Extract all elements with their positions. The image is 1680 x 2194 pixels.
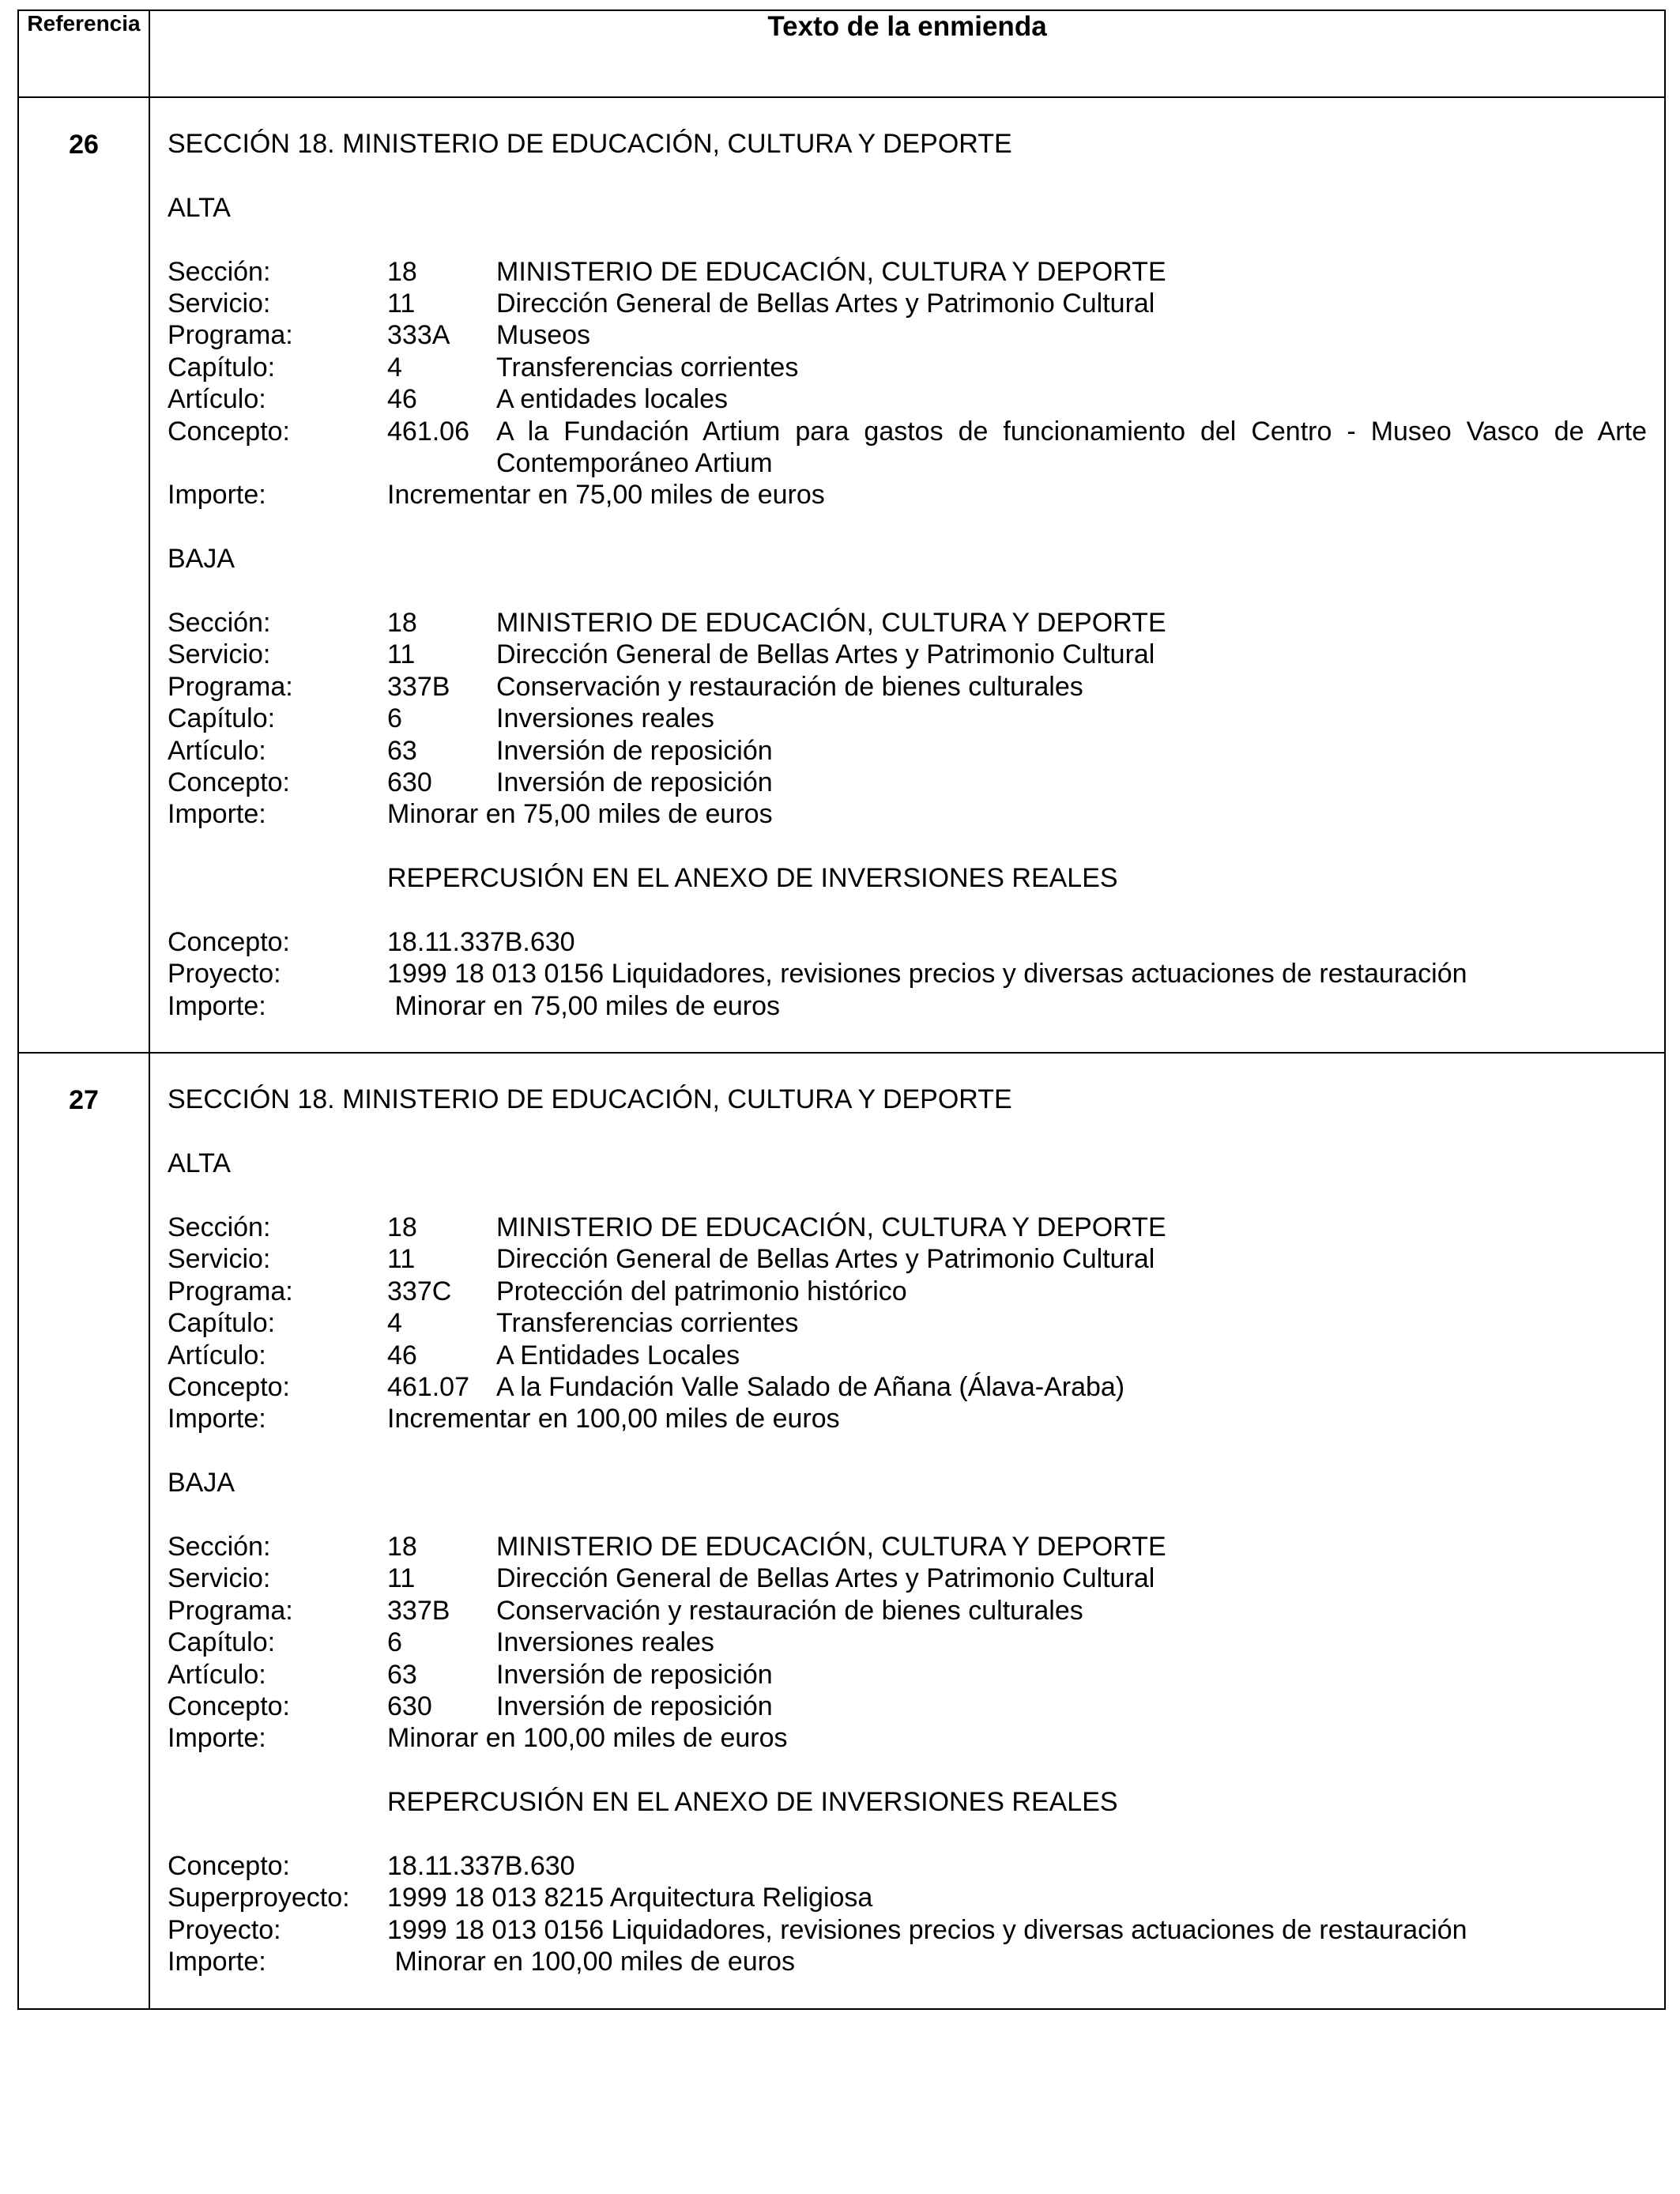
repercusion-key: Superproyecto: bbox=[168, 1883, 350, 1913]
spacer bbox=[168, 895, 1647, 926]
field-key: Concepto: bbox=[168, 416, 290, 447]
spacer bbox=[168, 575, 1647, 607]
baja-field-row bbox=[168, 1595, 1647, 1627]
spacer bbox=[168, 1179, 1647, 1211]
field-description: Dirección General de Bellas Artes y Patrimonio Cultural bbox=[496, 288, 1155, 319]
repercusion-row bbox=[168, 1882, 1647, 1913]
baja-field-row bbox=[168, 1627, 1647, 1658]
amendments-table bbox=[17, 9, 1666, 2010]
field-key: Sección: bbox=[168, 1212, 271, 1242]
field-key: Concepto: bbox=[168, 767, 290, 798]
text-cell bbox=[149, 97, 1665, 1053]
field-description: Transferencias corrientes bbox=[496, 1308, 799, 1339]
field-code: 11 bbox=[387, 1563, 416, 1594]
field-code: 63 bbox=[387, 735, 417, 766]
repercusion-key: Importe: bbox=[168, 1947, 266, 1977]
field-key: Capítulo: bbox=[168, 703, 276, 734]
field-code: 18 bbox=[387, 1531, 417, 1562]
alta-field-row bbox=[168, 1307, 1647, 1339]
importe-key: Importe: bbox=[168, 1723, 266, 1754]
alta-importe-row bbox=[168, 479, 1647, 511]
field-description: Dirección General de Bellas Artes y Patrimonio Cultural bbox=[496, 1563, 1155, 1594]
field-description: MINISTERIO DE EDUCACIÓN, CULTURA Y DEPORTE bbox=[496, 256, 1166, 287]
field-description: A Entidades Locales bbox=[496, 1340, 740, 1370]
repercusion-value: 1999 18 013 8215 Arquitectura Religiosa bbox=[387, 1883, 873, 1913]
amendment-text bbox=[168, 1084, 1647, 1977]
field-key: Capítulo: bbox=[168, 1627, 276, 1658]
field-key: Artículo: bbox=[168, 384, 266, 415]
field-description: MINISTERIO DE EDUCACIÓN, CULTURA Y DEPORTE bbox=[496, 1212, 1166, 1242]
field-code: 337B bbox=[387, 671, 450, 702]
field-description: Inversiones reales bbox=[496, 703, 714, 734]
field-key: Concepto: bbox=[168, 1691, 290, 1721]
field-code: 46 bbox=[387, 384, 417, 415]
field-description: Transferencias corrientes bbox=[496, 352, 799, 383]
field-key: Sección: bbox=[168, 1531, 271, 1562]
field-key: Servicio: bbox=[168, 288, 271, 319]
alta-field-row bbox=[168, 1340, 1647, 1371]
repercusion-key: Importe: bbox=[168, 990, 266, 1021]
field-description: Protección del patrimonio histórico bbox=[496, 1276, 907, 1306]
field-description: Museos bbox=[496, 320, 591, 351]
amendment-text bbox=[168, 128, 1647, 1022]
baja-field-row bbox=[168, 1691, 1647, 1722]
field-key: Artículo: bbox=[168, 735, 266, 766]
field-description: Dirección General de Bellas Artes y Patrimonio Cultural bbox=[496, 1244, 1155, 1275]
field-code: 4 bbox=[387, 352, 402, 383]
alta-label: ALTA bbox=[168, 192, 231, 223]
alta-field-row bbox=[168, 416, 1647, 480]
field-code: 461.07 bbox=[387, 1371, 469, 1402]
repercusion-row bbox=[168, 1946, 1647, 1977]
field-key: Capítulo: bbox=[168, 352, 276, 383]
spacer bbox=[168, 831, 1647, 862]
baja-field-row bbox=[168, 671, 1647, 703]
field-code: 4 bbox=[387, 1308, 402, 1339]
baja-label: BAJA bbox=[168, 544, 235, 575]
repercusion-row bbox=[168, 1850, 1647, 1882]
field-code: 18 bbox=[387, 1212, 417, 1242]
repercusion-row bbox=[168, 958, 1647, 990]
field-description: MINISTERIO DE EDUCACIÓN, CULTURA Y DEPORTE bbox=[496, 608, 1166, 639]
field-key: Sección: bbox=[168, 256, 271, 287]
importe-key: Importe: bbox=[168, 1404, 266, 1434]
baja-field-row bbox=[168, 703, 1647, 734]
section-title: SECCIÓN 18. MINISTERIO DE EDUCACIÓN, CULTURA Y DEPORTE bbox=[168, 129, 1012, 159]
importe-key: Importe: bbox=[168, 480, 266, 511]
field-code: 11 bbox=[387, 639, 416, 670]
baja-importe-row bbox=[168, 798, 1647, 830]
field-key: Servicio: bbox=[168, 1244, 271, 1275]
alta-field-row bbox=[168, 319, 1647, 351]
repercusion-row bbox=[168, 926, 1647, 958]
field-key: Concepto: bbox=[168, 1371, 290, 1402]
field-code: 337B bbox=[387, 1595, 450, 1626]
text-cell bbox=[149, 1053, 1665, 2008]
importe-key: Importe: bbox=[168, 799, 266, 830]
repercusion-key: Concepto: bbox=[168, 1850, 290, 1881]
repercusion-heading: REPERCUSIÓN EN EL ANEXO DE INVERSIONES REALES bbox=[387, 863, 1118, 894]
alta-importe-row bbox=[168, 1403, 1647, 1434]
table-header-row bbox=[18, 10, 1665, 97]
field-code: 461.06 bbox=[387, 416, 469, 447]
field-description: Inversión de reposición bbox=[496, 1691, 773, 1721]
baja-field-row bbox=[168, 735, 1647, 767]
spacer bbox=[168, 1755, 1647, 1786]
field-code: 63 bbox=[387, 1659, 417, 1690]
field-key: Artículo: bbox=[168, 1340, 266, 1370]
reference-cell bbox=[18, 97, 149, 1053]
field-key: Capítulo: bbox=[168, 1308, 276, 1339]
alta-field-row bbox=[168, 288, 1647, 319]
repercusion-row bbox=[168, 1914, 1647, 1946]
importe-value: Minorar en 75,00 miles de euros bbox=[387, 799, 773, 830]
field-description: Inversión de reposición bbox=[496, 767, 773, 798]
baja-importe-row bbox=[168, 1722, 1647, 1754]
alta-field-row bbox=[168, 256, 1647, 288]
baja-field-row bbox=[168, 1659, 1647, 1691]
field-key: Sección: bbox=[168, 608, 271, 639]
field-code: 630 bbox=[387, 767, 432, 798]
reference-number: 27 bbox=[69, 1085, 99, 1116]
field-code: 333A bbox=[387, 320, 450, 351]
baja-field-row bbox=[168, 607, 1647, 639]
repercusion-value: Minorar en 100,00 miles de euros bbox=[387, 1947, 795, 1977]
importe-value: Minorar en 100,00 miles de euros bbox=[387, 1723, 788, 1754]
baja-field-row bbox=[168, 1531, 1647, 1563]
column-header-referencia: Referencia bbox=[18, 10, 149, 97]
field-description: Inversiones reales bbox=[496, 1627, 714, 1658]
reference-cell bbox=[18, 1053, 149, 2008]
field-key: Artículo: bbox=[168, 1659, 266, 1690]
field-code: 6 bbox=[387, 1627, 402, 1658]
alta-field-row bbox=[168, 1371, 1647, 1403]
repercusion-key: Proyecto: bbox=[168, 959, 281, 990]
repercusion-value: 1999 18 013 0156 Liquidadores, revisiones precios y diversas actuaciones de restauración bbox=[387, 959, 1467, 990]
field-description: Conservación y restauración de bienes culturales bbox=[496, 671, 1083, 702]
alta-field-row bbox=[168, 383, 1647, 415]
importe-value: Incrementar en 75,00 miles de euros bbox=[387, 480, 825, 511]
field-code: 18 bbox=[387, 608, 417, 639]
spacer bbox=[168, 1819, 1647, 1850]
alta-field-row bbox=[168, 1243, 1647, 1275]
amendment-body bbox=[150, 98, 1664, 1052]
section-title: SECCIÓN 18. MINISTERIO DE EDUCACIÓN, CULTURA Y DEPORTE bbox=[168, 1084, 1012, 1115]
alta-field-row bbox=[168, 352, 1647, 383]
field-key: Servicio: bbox=[168, 639, 271, 670]
field-key: Programa: bbox=[168, 320, 293, 351]
field-description: MINISTERIO DE EDUCACIÓN, CULTURA Y DEPORTE bbox=[496, 1531, 1166, 1562]
column-header-texto: Texto de la enmienda bbox=[149, 10, 1665, 97]
baja-label: BAJA bbox=[168, 1468, 235, 1498]
field-key: Programa: bbox=[168, 671, 293, 702]
field-code: 6 bbox=[387, 703, 402, 734]
field-description: Conservación y restauración de bienes culturales bbox=[496, 1595, 1083, 1626]
field-description: Inversión de reposición bbox=[496, 1659, 773, 1690]
spacer bbox=[168, 1116, 1647, 1148]
spacer bbox=[168, 1499, 1647, 1531]
spacer bbox=[168, 1435, 1647, 1467]
amendment-row bbox=[18, 1053, 1665, 2008]
repercusion-value: Minorar en 75,00 miles de euros bbox=[387, 990, 781, 1021]
importe-value: Incrementar en 100,00 miles de euros bbox=[387, 1404, 840, 1434]
field-code: 630 bbox=[387, 1691, 432, 1721]
spacer bbox=[168, 160, 1647, 191]
repercusion-value: 18.11.337B.630 bbox=[387, 927, 575, 958]
repercusion-key: Proyecto: bbox=[168, 1914, 281, 1945]
field-description: Dirección General de Bellas Artes y Patrimonio Cultural bbox=[496, 639, 1155, 670]
alta-field-row bbox=[168, 1212, 1647, 1243]
field-code: 18 bbox=[387, 256, 417, 287]
field-description: A la Fundación Artium para gastos de funcionamiento del Centro - Museo Vasco de Arte Contemporáneo Artium bbox=[496, 416, 1647, 479]
repercusion-value: 18.11.337B.630 bbox=[387, 1850, 575, 1881]
baja-field-row bbox=[168, 1563, 1647, 1594]
amendment-body bbox=[150, 1054, 1664, 2007]
field-key: Servicio: bbox=[168, 1563, 271, 1594]
repercusion-key: Concepto: bbox=[168, 927, 290, 958]
spacer bbox=[168, 224, 1647, 255]
baja-field-row bbox=[168, 767, 1647, 798]
repercusion-value: 1999 18 013 0156 Liquidadores, revisiones precios y diversas actuaciones de restauración bbox=[387, 1914, 1467, 1945]
alta-label: ALTA bbox=[168, 1148, 231, 1179]
spacer bbox=[168, 511, 1647, 543]
field-code: 11 bbox=[387, 1244, 416, 1275]
field-key: Programa: bbox=[168, 1276, 293, 1306]
field-description: Inversión de reposición bbox=[496, 735, 773, 766]
field-code: 46 bbox=[387, 1340, 417, 1370]
reference-number: 26 bbox=[69, 130, 99, 160]
alta-field-row bbox=[168, 1276, 1647, 1307]
field-description: A la Fundación Valle Salado de Añana (Álava-Araba) bbox=[496, 1371, 1125, 1402]
field-code: 11 bbox=[387, 288, 416, 319]
repercusion-row bbox=[168, 990, 1647, 1022]
amendment-row bbox=[18, 97, 1665, 1053]
repercusion-heading: REPERCUSIÓN EN EL ANEXO DE INVERSIONES REALES bbox=[387, 1787, 1118, 1818]
field-code: 337C bbox=[387, 1276, 452, 1306]
field-description: A entidades locales bbox=[496, 384, 728, 415]
field-key: Programa: bbox=[168, 1595, 293, 1626]
baja-field-row bbox=[168, 639, 1647, 670]
